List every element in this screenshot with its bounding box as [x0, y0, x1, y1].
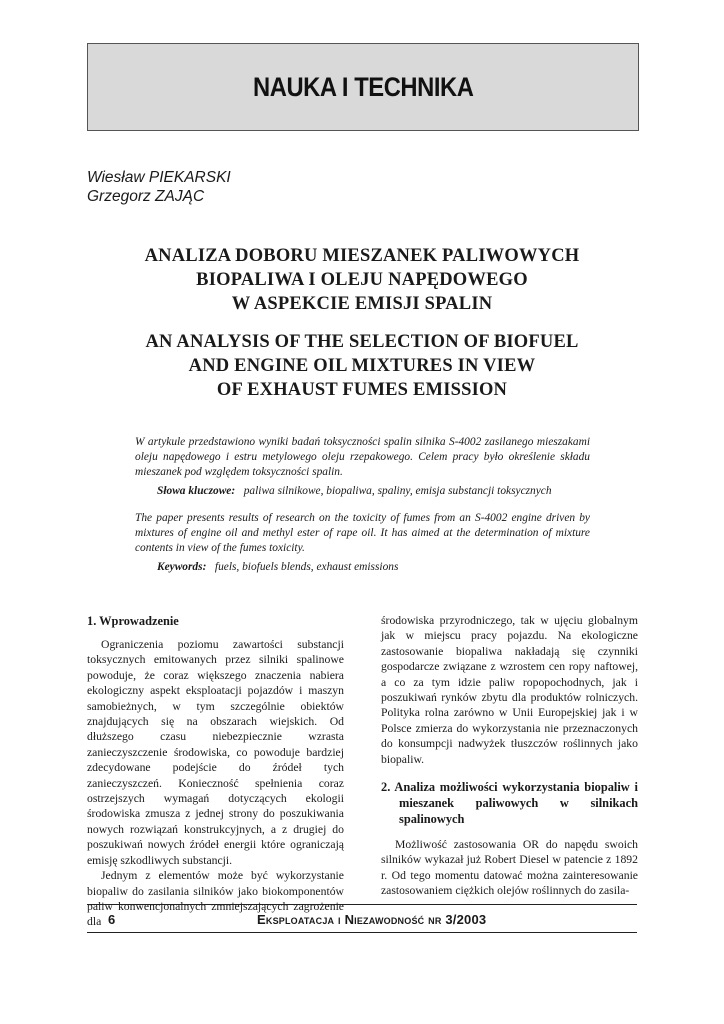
paragraph: Jednym z elementów może być wykorzystanie biopaliw do zasilania silników jako biokomponentów paliw konwencjonalnych zmniejszających zagrożenie dla	[87, 869, 344, 929]
title-line: BIOPALIWA I OLEJU NAPĘDOWEGO	[196, 270, 528, 290]
footer-rule-top	[87, 904, 637, 905]
title-polish	[87, 244, 637, 316]
paragraph: środowiska przyrodniczego, tak w ujęciu globalnym jak w miejscu pracy pojazdu. Na ekologiczne zastosowanie biopaliwa nakładają się czynniki gospodarcze związane z wzrostem cen ropy naftowej, a co za tym idzie paliw ropopochodnych, jak i poszukiwań rynków zbytu dla produktów rolniczych. Polityka rolna zarówno w Unii Europejskiej jak i w Polsce zmierza do wykorzystania nie przeznaczonych do konsumpcji nadwyżek tłuszczów roślinnych jako biopaliw.	[381, 614, 638, 766]
paragraph: Możliwość zastosowania OR do napędu swoich silników wykazał już Robert Diesel w patencie z 1892 r. Od tego momentu datować można zainteresowanie zastosowaniem ciężkich olejów roślinnych do zasila-	[381, 838, 638, 898]
keywords-line	[135, 484, 590, 499]
section-title: NAUKA I TECHNIKA	[252, 71, 474, 102]
keywords-label: Słowa kluczowe:	[157, 484, 236, 497]
abstract-polish	[135, 435, 590, 499]
paragraph: Ograniczenia poziomu zawartości substancji toksycznych emitowanych przez silniki spalinowe powoduje, że coraz większego znaczenia nabiera ekologiczny aspekt eksploatacji pojazdów i maszyn samobieżnych, w tym szczególnie obiektów znajdujących się na obszarach wiejskich. Od dłuższego czasu niebezpiecznie wzrasta zanieczyszczenie środowiska, co powoduje bardziej zdecydowane podejście do źródeł tych zanieczyszczeń. Konieczność spełnienia coraz ostrzejszych wymagań dotyczących ekologii środowiska zmusza z jednej strony do poszukiwania nowych rozwiązań konstrukcyjnych, a z drugiej do poszukiwań nowych źródeł energii które ograniczają emisję szkodliwych substancji.	[87, 638, 344, 867]
author-name: Wiesław PIEKARSKI	[87, 169, 231, 186]
title-line: AN ANALYSIS OF THE SELECTION OF BIOFUEL	[145, 332, 579, 352]
section-heading: 2. Analiza możliwości wykorzystania biopaliw i mieszanek paliwowych w silnikach spalinowych	[381, 780, 638, 827]
abstract-text: The paper presents results of research on the toxicity of fumes from an S-4002 engine driven by mixtures of engine oil and methyl ester of rape oil. It has aimed at the determination of mixture contents in view of the fumes toxicity.	[135, 512, 590, 555]
abstract-english	[135, 511, 590, 575]
author-name: Grzegorz ZAJĄC	[87, 188, 205, 205]
title-line: OF EXHAUST FUMES EMISSION	[216, 380, 508, 400]
journal-name: Eksploatacja i Niezawodność nr 3/2003	[257, 912, 487, 927]
body-column-right	[381, 613, 638, 899]
keywords-label: Keywords:	[157, 560, 207, 573]
keywords-text: paliwa silnikowe, biopaliwa, spaliny, emisja substancji toksycznych	[243, 484, 552, 497]
keywords-text: fuels, biofuels blends, exhaust emissions	[214, 560, 399, 573]
title-line: ANALIZA DOBORU MIESZANEK PALIWOWYCH	[144, 246, 580, 266]
title-line: W ASPEKCIE EMISJI SPALIN	[231, 294, 493, 314]
section-header-box	[87, 43, 639, 131]
page-number: 6	[108, 912, 116, 927]
authors	[87, 168, 231, 206]
abstract-text: W artykule przedstawiono wyniki badań toksyczności spalin silnika S-4002 zasilanego mieszakami oleju napędowego i estru metylowego oleju rzepakowego. Celem pracy było określenie składu mieszanek pod względem toksyczności spalin.	[135, 436, 590, 479]
section-heading: 1. Wprowadzenie	[87, 614, 179, 628]
title-line: AND ENGINE OIL MIXTURES IN VIEW	[188, 356, 536, 376]
footer-rule-bottom	[87, 932, 637, 933]
keywords-line	[135, 560, 590, 575]
title-english	[87, 330, 637, 402]
body-column-left	[87, 613, 344, 930]
